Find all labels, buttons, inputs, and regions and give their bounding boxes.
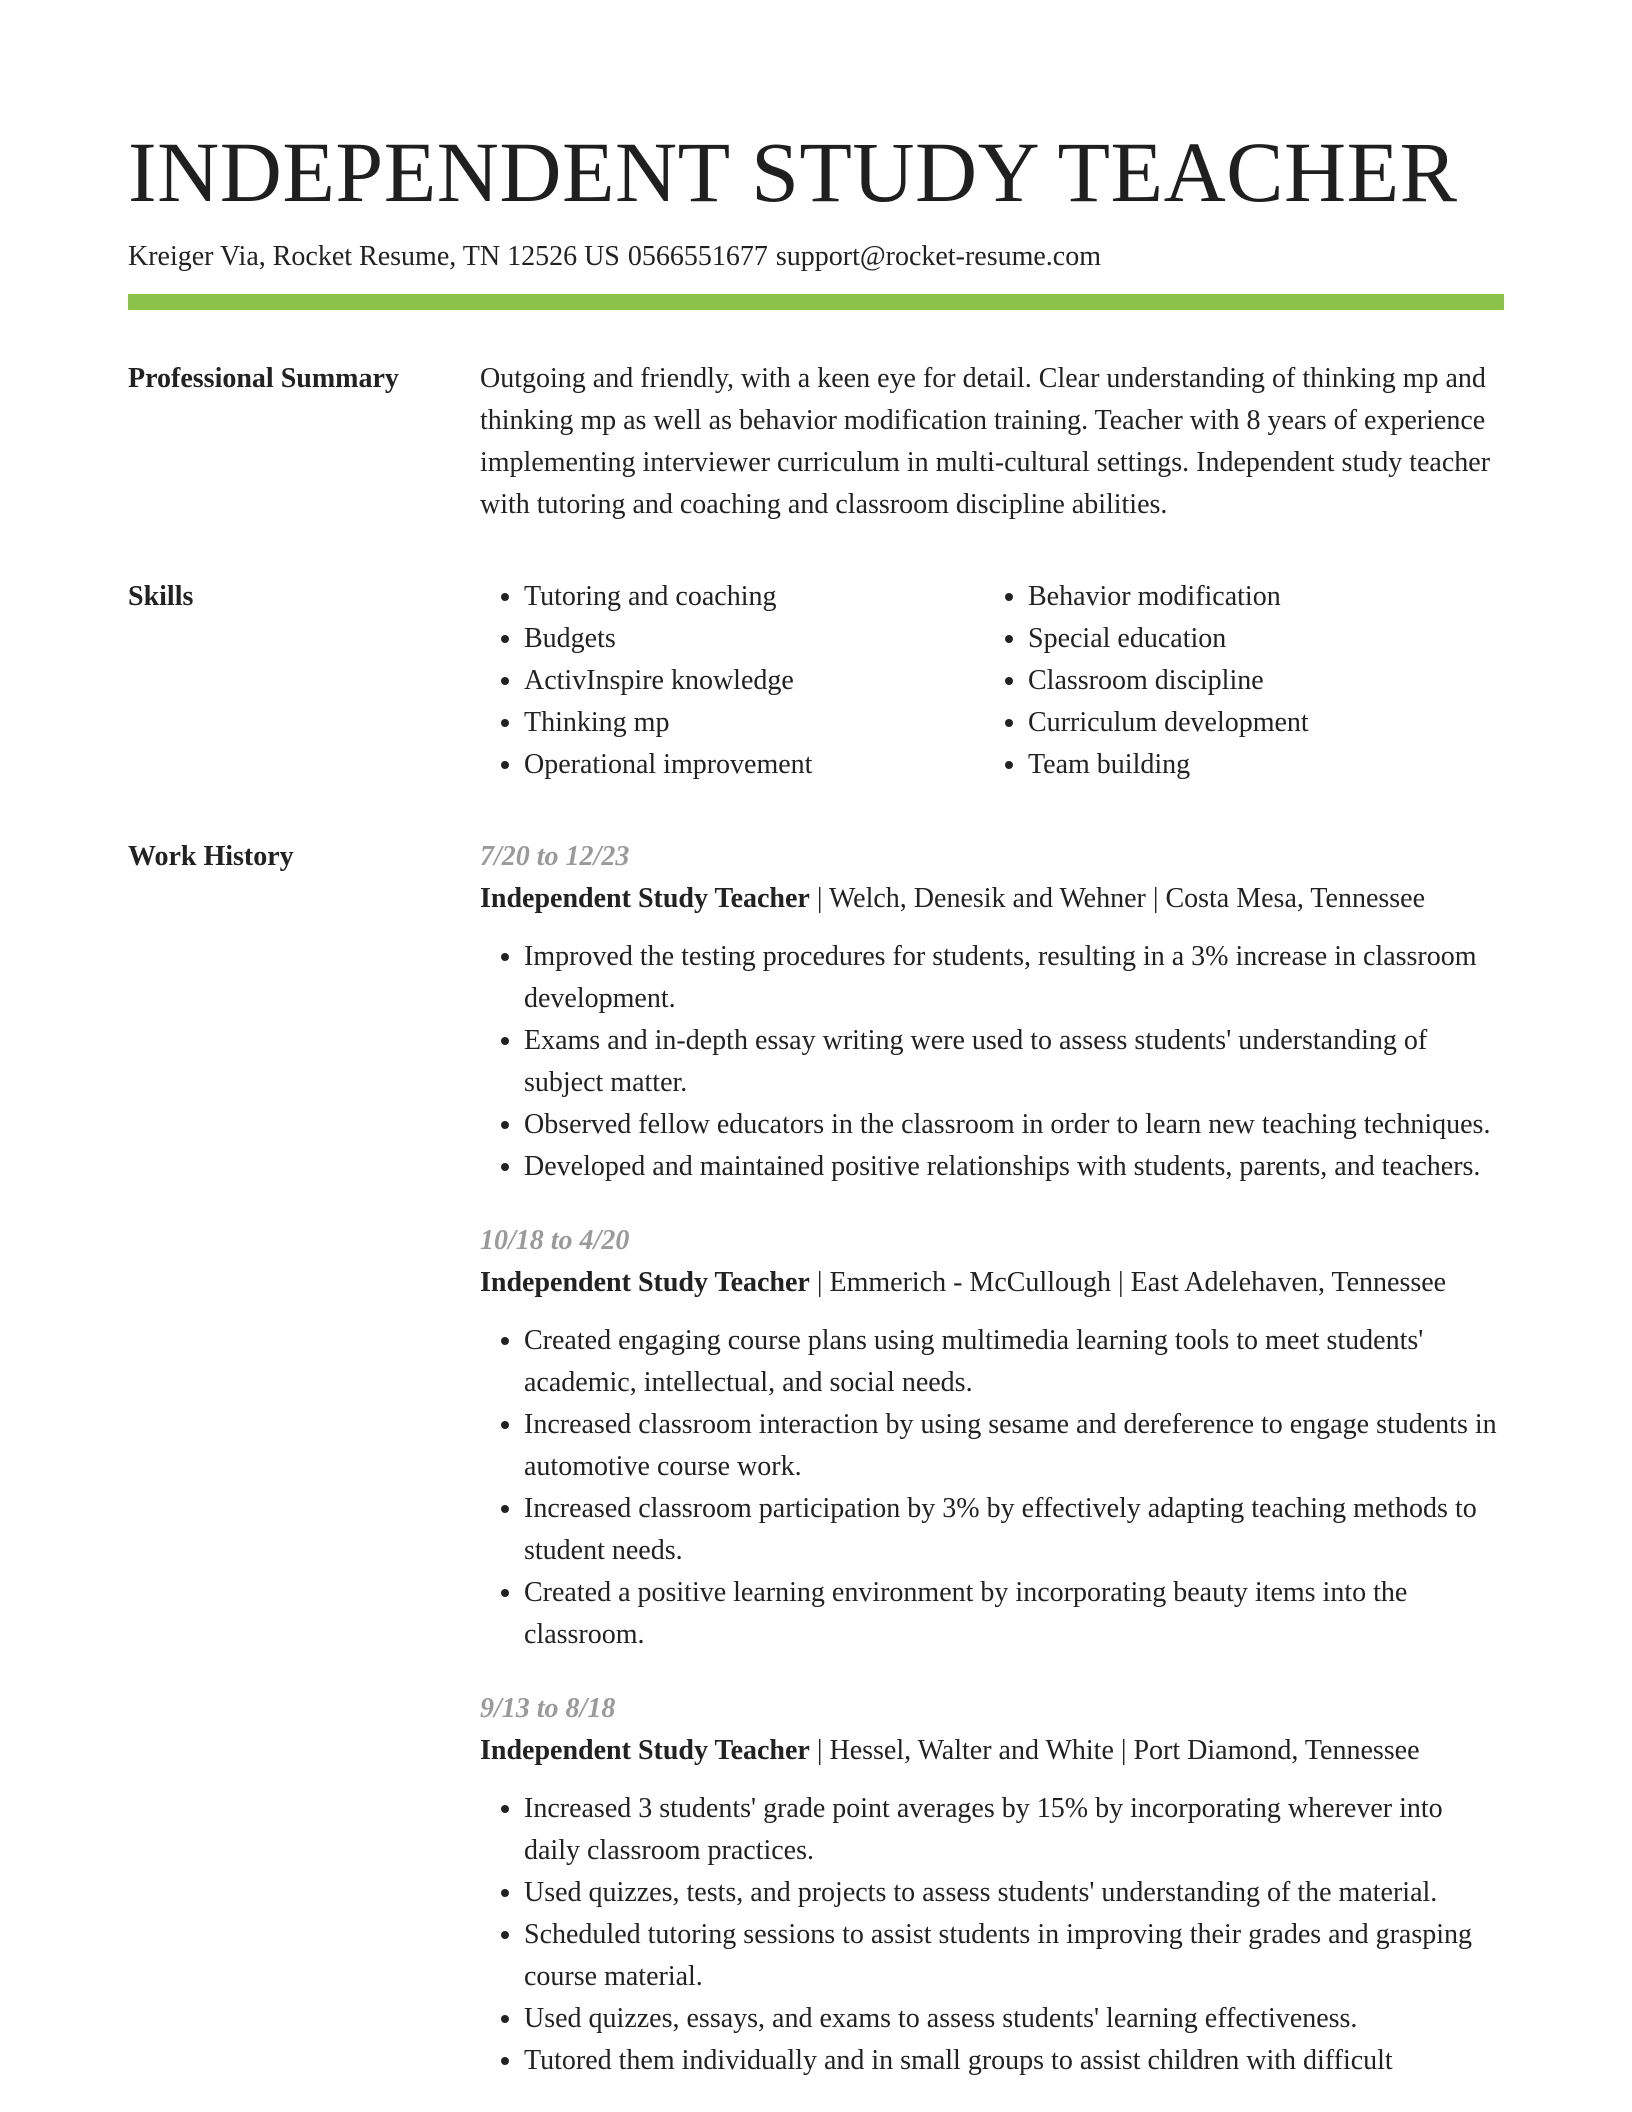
skill-item: • Classroom discipline: [1028, 660, 1488, 702]
header-divider: [128, 294, 1504, 310]
job-bullets: [480, 936, 1504, 1188]
skill-item: • Special education: [1028, 618, 1488, 660]
summary-heading: Professional Summary: [128, 363, 399, 394]
skill-item: • Operational improvement: [524, 744, 984, 786]
work-history-section: [128, 836, 1504, 2082]
job-bullet: • Used quizzes, essays, and exams to assess students' learning effectiveness.: [524, 1998, 1504, 2040]
job-dates: 7/20 to 12/23: [480, 841, 630, 872]
skill-item: • Curriculum development: [1028, 702, 1488, 744]
job-title: Independent Study Teacher: [480, 1267, 810, 1298]
job-employer-location: | Welch, Denesik and Wehner | Costa Mesa, Tennessee: [809, 883, 1426, 914]
work-history-list: [480, 836, 1504, 2082]
job-employer-location: | Emmerich - McCullough | East Adelehaven, Tennessee: [809, 1267, 1447, 1298]
job-bullet: • Tutored them individually and in small groups to assist children with difficult: [524, 2040, 1504, 2082]
job-entry: [480, 1688, 1504, 2082]
job-bullets: [480, 1788, 1504, 2082]
summary-section: [128, 358, 1504, 526]
job-employer-location: | Hessel, Walter and White | Port Diamond, Tennessee: [809, 1735, 1420, 1766]
skill-item: • Team building: [1028, 744, 1488, 786]
contact-email: support@rocket-resume.com: [775, 241, 1102, 272]
job-bullet: • Created a positive learning environment by incorporating beauty items into the classroom.: [524, 1572, 1504, 1656]
work-history-heading: Work History: [128, 841, 294, 872]
skill-item: • Budgets: [524, 618, 984, 660]
job-bullet: • Exams and in-depth essay writing were used to assess students' understanding of subject matter.: [524, 1020, 1504, 1104]
skill-item: • Thinking mp: [524, 702, 984, 744]
skills-column-2: [984, 576, 1488, 786]
contact-phone: 0566551677: [627, 241, 768, 272]
job-header: [480, 1262, 1504, 1304]
job-entry: [480, 836, 1504, 1188]
job-bullet: • Observed fellow educators in the classroom in order to learn new teaching techniques.: [524, 1104, 1504, 1146]
job-bullets: [480, 1320, 1504, 1656]
skill-item: • ActivInspire knowledge: [524, 660, 984, 702]
job-dates: 9/13 to 8/18: [480, 1693, 616, 1724]
skills-heading: Skills: [128, 581, 194, 612]
skills-section: [128, 576, 1504, 786]
job-bullet: • Increased classroom interaction by using sesame and dereference to engage students in automotive course work.: [524, 1404, 1504, 1488]
contact-line: [128, 240, 1504, 274]
job-bullet: • Used quizzes, tests, and projects to assess students' understanding of the material.: [524, 1872, 1504, 1914]
job-header: [480, 1730, 1504, 1772]
job-header: [480, 878, 1504, 920]
job-title: Independent Study Teacher: [480, 1735, 810, 1766]
skill-item: • Behavior modification: [1028, 576, 1488, 618]
job-bullet: • Improved the testing procedures for students, resulting in a 3% increase in classroom development.: [524, 936, 1504, 1020]
job-dates: 10/18 to 4/20: [480, 1225, 630, 1256]
job-entry: [480, 1220, 1504, 1656]
job-bullet: • Created engaging course plans using multimedia learning tools to meet students' academic, intellectual, and social needs.: [524, 1320, 1504, 1404]
resume-page: [128, 0, 1504, 2082]
summary-text: Outgoing and friendly, with a keen eye for detail. Clear understanding of thinking mp and thinking mp as well as behavior modification training. Teacher with 8 years of experience implementing interviewer curriculum in multi-cultural settings. Independent study teacher with tutoring and coaching and classroom discipline abilities.: [480, 363, 1491, 520]
skills-column-1: [480, 576, 984, 786]
job-bullet: • Increased classroom participation by 3% by effectively adapting teaching methods to student needs.: [524, 1488, 1504, 1572]
job-bullet: • Increased 3 students' grade point averages by 15% by incorporating wherever into daily classroom practices.: [524, 1788, 1504, 1872]
job-title: Independent Study Teacher: [480, 883, 810, 914]
resume-name: INDEPENDENT STUDY TEACHER: [128, 124, 1458, 220]
job-bullet: • Scheduled tutoring sessions to assist students in improving their grades and grasping course material.: [524, 1914, 1504, 1998]
skills-list: [480, 576, 1504, 786]
job-bullet: • Developed and maintained positive relationships with students, parents, and teachers.: [524, 1146, 1504, 1188]
skill-item: • Tutoring and coaching: [524, 576, 984, 618]
contact-address: Kreiger Via, Rocket Resume, TN 12526 US: [128, 241, 620, 272]
